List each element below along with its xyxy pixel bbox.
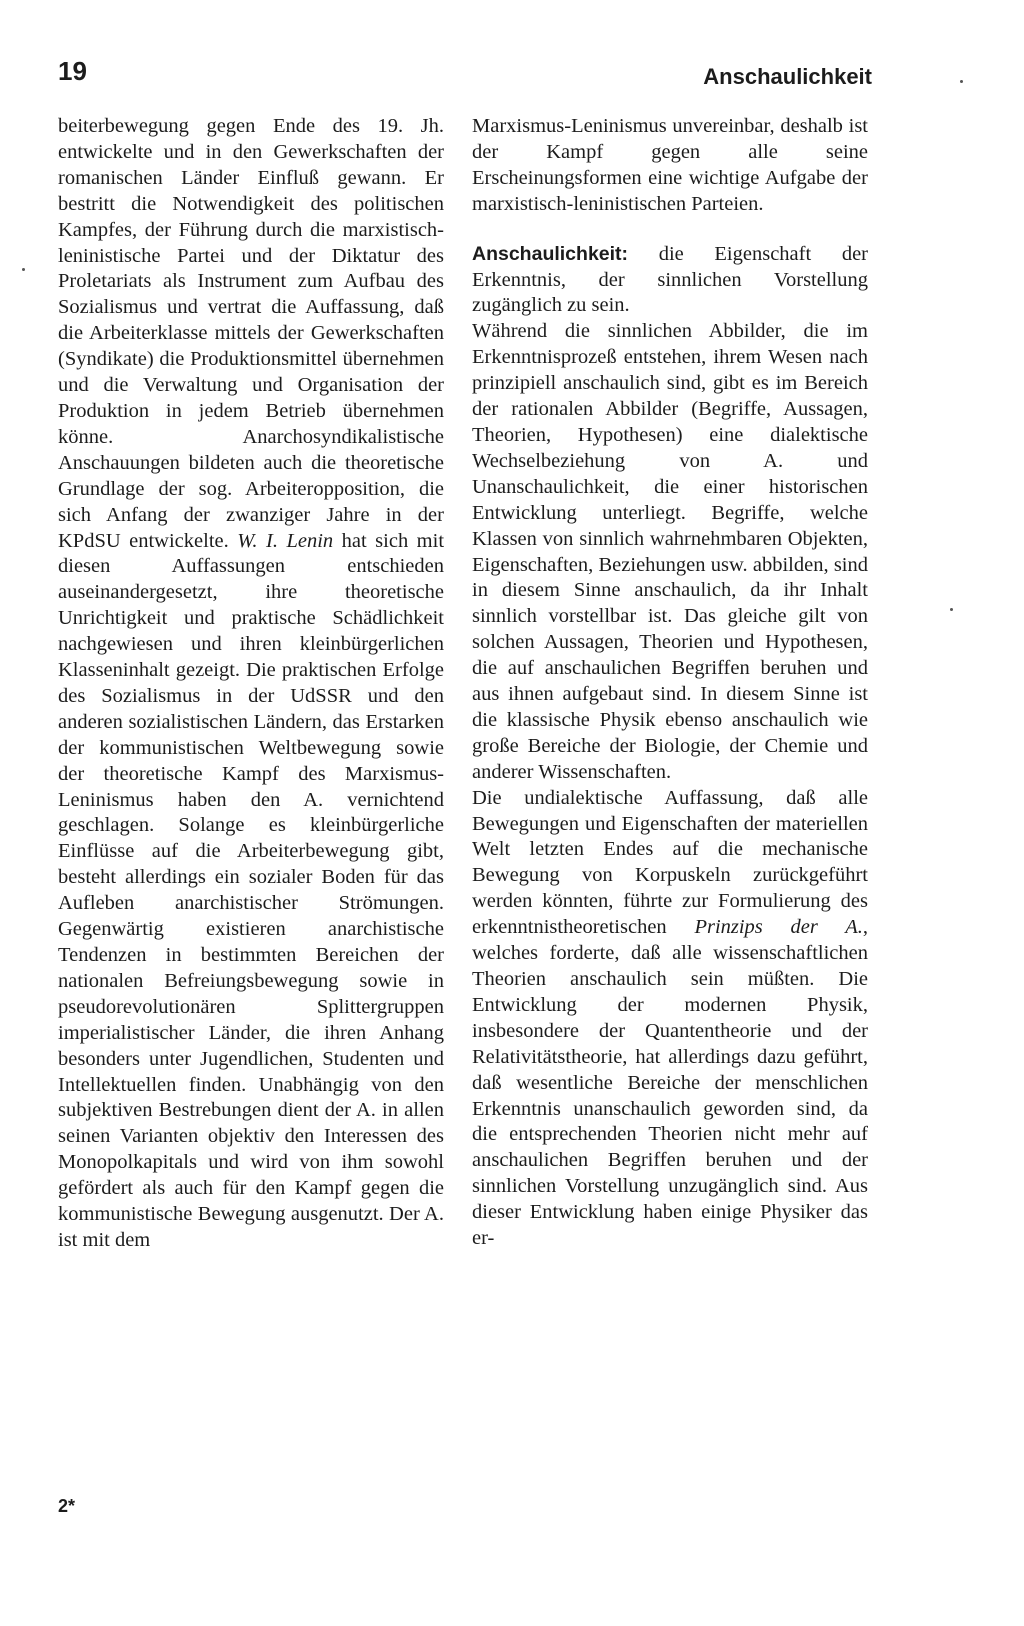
entry-definition: die Eigenschaft der Erkenntnis, der sinnlichen Vorstellung zugänglich zu sein.: [472, 242, 868, 317]
principle-text-start: Die undialektische Auffassung, daß alle Bewegungen und Eigenschaften der materiellen Welt letzten Endes auf die mechanische Bewegung von Korpuskeln zurückgeführt werden könnten, führte zur Formulierung des erkenntnistheoretischen: [472, 786, 868, 939]
print-speck: [950, 608, 953, 611]
author-name-lenin: W. I. Lenin: [237, 529, 334, 552]
left-paragraph: [58, 114, 444, 1254]
signature-mark: 2*: [58, 1496, 76, 1516]
left-paragraph-text: beiterbewegung gegen Ende des 19. Jh. entwickelte und in den Gewerkschaften der romanischen Länder Einfluß gewann. Er bestritt die Notwendigkeit des politischen Kampfes, der Führung durch die marxistisch-leninistische Partei und der Diktatur des Proletariats als Instrument zum Aufbau des Sozialismus und vertrat die Auffassung, daß die Arbeiterklasse mittels der Gewerkschaften (Syndikate) die Produktionsmittel übernehmen und die Verwaltung und Organisation der Produktion in jedem Betrieb übernehmen könne. Anarchosyndikalistische Anschauungen bildeten auch die theoretische Grundlage der sog. Arbeiteropposition, die sich Anfang der zwanziger Jahre in der KPdSU entwickelte.: [58, 115, 444, 552]
right-column: [472, 114, 868, 1252]
left-column: [58, 114, 444, 1254]
page-number: 19: [58, 56, 87, 86]
right-paragraph-continuation: Marxismus-Leninismus unvereinbar, deshalb ist der Kampf gegen alle seine Erscheinungsformen eine wichtige Aufgabe der marxistisch-leninistischen Parteien.: [472, 115, 868, 215]
principle-term: Prinzips der A.: [694, 916, 863, 939]
entry-headword: Anschaulichkeit:: [472, 242, 629, 265]
print-speck: [22, 268, 25, 271]
running-head: Anschaulichkeit: [703, 64, 872, 89]
dictionary-entry: [472, 242, 868, 320]
principle-text-end: , welches forderte, daß alle wissenschaftlichen Theorien anschaulich sein müßten. Die Entwicklung der modernen Physik, insbesondere der Quantentheorie und der Relativitätstheorie, hat allerdings dazu geführt, daß wesentliche Bereiche der menschlichen Erkenntnis unanschaulich geworden sind, da die entsprechenden Theorien nicht mehr auf anschaulichen Begriffen beruhen und der sinnlichen Vorstellung unzugänglich sind. Aus dieser Entwicklung haben einige Physiker das er-: [472, 916, 869, 1250]
entry-paragraph: Während die sinnlichen Abbilder, die im Erkenntnisprozeß entstehen, ihrem Wesen nach prinzipiell anschaulich sind, gibt es im Bereich der rationalen Abbilder (Begriffe, Aussagen, Theorien, Hypothesen) eine dialektische Wechselbeziehung von A. und Unanschaulichkeit, die einer historischen Entwicklung unterliegt. Begriffe, welche Klassen von sinnlich wahrnehmbaren Objekten, Eigenschaften, Beziehungen usw. abbilden, sind in diesem Sinne anschaulich, da ihr Inhalt sinnlich vorstellbar ist. Das gleiche gilt von solchen Aussagen, Theorien und Hypothesen, die auf anschaulichen Begriffen beruhen und aus ihnen aufgebaut sind. In diesem Sinne ist die klassische Physik ebenso anschaulich wie große Bereiche der Biologie, der Chemie und anderer Wissenschaften.: [472, 320, 868, 783]
entry-paragraph-principle: [472, 786, 868, 1252]
left-paragraph-text-cont: hat sich mit diesen Auffassungen entschieden auseinandergesetzt, ihre theoretische Unrichtigkeit und praktische Schädlichkeit nachgewiesen und ihren kleinbürgerlichen Klasseninhalt gezeigt. Die praktischen Erfolge des Sozialismus in der UdSSR und den anderen sozialistischen Ländern, das Erstarken der kommunistischen Weltbewegung sowie der theoretische Kampf des Marxismus-Leninismus haben den A. vernichtend geschlagen. Solange es kleinbürgerliche Einflüsse auf die Arbeiterbewegung gibt, besteht allerdings ein sozialer Boden für das Aufleben anarchistischer Strömungen. Gegenwärtig existieren anarchistische Tendenzen in bestimmten Bereichen der nationalen Befreiungsbewegung sowie in pseudorevolutionären Splittergruppen imperialistischer Länder, die ihren Anhang besonders unter Jugendlichen, Studenten und Intellektuellen finden. Unabhängig von den subjektiven Bestrebungen dient der A. in allen seinen Varianten objektiv den Interessen des Monopolkapitals und wird von ihm sowohl gefördert als auch für den Kampf gegen die kommunistische Bewegung ausgenutzt. Der A. ist mit dem: [58, 529, 445, 1251]
print-speck: [960, 80, 963, 83]
